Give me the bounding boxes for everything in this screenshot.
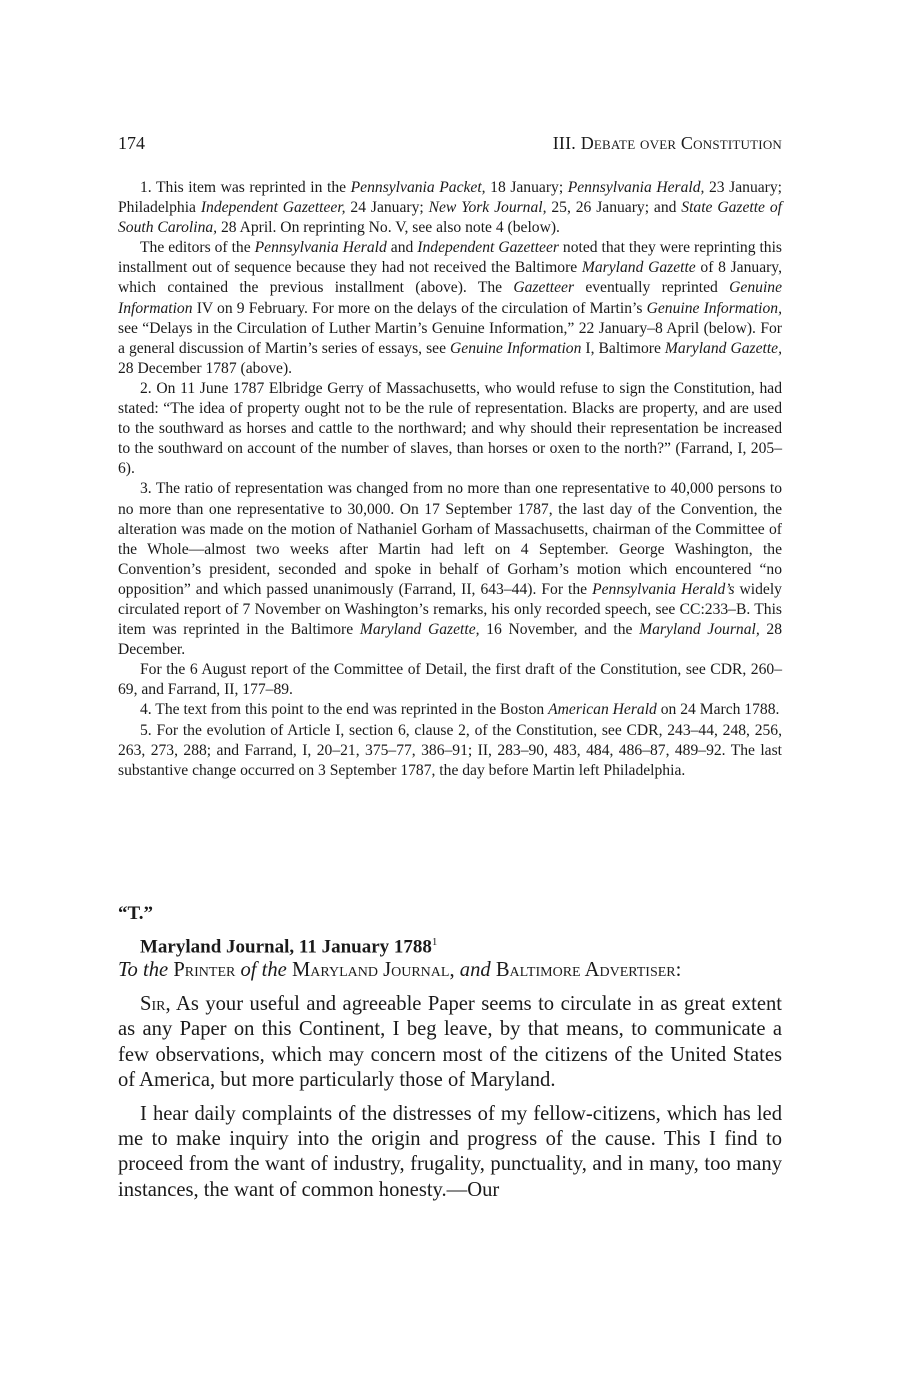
italic-text: Pennsylvania Packet, [350,179,486,196]
italic-text: New York Journal, [428,199,547,217]
text-run: IV on 9 February. For more on the delays of the circulation of Martin’s [192,299,647,317]
italic-text: Independent Gazetteer [417,239,559,257]
small-caps-text: Printer [173,959,236,981]
note-paragraph [118,479,782,660]
italic-text: Independent Gazetteer, [200,199,346,217]
text-run: : [675,959,682,981]
text-run: and [386,239,418,257]
italic-text: Genuine Information, [646,299,782,317]
document-heading [118,902,782,959]
document-title [118,930,782,959]
italic-text: Genuine Information [450,339,582,357]
italic-text: and [459,959,491,981]
text-run: 3. The ratio of representation was changed from no more than one representative to 40,000 persons to no more than one representative to 30,000. On 17 September 1787, the last day of the Convention, the alteration was made on the motion of Nathaniel Gorham of Massachusetts, chairman of the Committee of the Whole—almost two weeks after Martin had left on 4 September. George Washington, the Convention’s president, seconded and spoke in behalf of Gorham’s motion which encountered “no opposition” and which passed unanimously (Farrand, II, 643–44). For the [118,480,782,598]
text-run: For the 6 August report of the Committee of Detail, the first draft of the Constitution, see CDR, 260–69, and Farrand, II, 177–89. [118,661,782,699]
note-paragraph [118,660,782,700]
body-paragraph [118,958,782,983]
document-title-text: Maryland Journal, 11 January 1788 [140,936,432,958]
note-paragraph [118,238,782,379]
note-paragraph [118,700,782,720]
italic-text: To the [118,959,169,981]
small-caps-text: Baltimore Advertiser [495,959,676,981]
text-run: eventually reprinted [574,279,730,297]
body-paragraph [118,992,782,1093]
text-run: 28 December. [118,621,782,659]
small-caps-text: Maryland Journal, [291,959,455,981]
section-roman: III. [552,133,576,153]
italic-text: Pennsylvania Herald [254,239,387,257]
page-number: 174 [118,133,145,153]
italic-text: State Gazette of South Carolina, [118,199,782,237]
italic-text: Maryland Gazette, [664,339,782,357]
italic-text: American Herald [548,701,657,719]
note-paragraph [118,178,782,238]
text-run: I, Baltimore [581,339,665,357]
text-run: 24 January; [345,199,429,217]
editorial-notes [118,178,782,781]
italic-text: Pennsylvania Herald’s [592,580,735,598]
italic-text: Pennsylvania Herald, [567,179,705,196]
italic-text: Maryland Journal, [639,621,760,639]
text-run: 18 January; [485,179,568,196]
text-run: 28 April. On reprinting No. V, see also note 4 (below). [217,219,560,237]
text-run: noted that they were reprinting this installment out of sequence because they had not received the Baltimore [118,239,782,277]
text-run: , As your useful and agreeable Paper seems to circulate in as great extent as any Paper on this Continent, I beg leave, by that means, to communicate a few observations, which may concern most of the citizens of the United States of America, but more particularly those of Maryland. [118,993,782,1091]
text-run: 16 November, and the [479,621,640,639]
text-run: 28 December 1787 (above). [118,359,293,377]
text-run: 4. The text from this point to the end was reprinted in the Boston [140,701,549,719]
text-run: 5. For the evolution of Article I, section 6, clause 2, of the Constitution, see CDR, 243–44, 248, 256, 263, 273, 288; and Farrand, I, 20–21, 375–77, 386–91; II, 283–90, 483, 484, 486–87, 489–92. The last substantive change occurred on 3 September 1787, the day before Martin left Philadelphia. [118,721,782,779]
section-words: Debate over Constitution [580,133,782,153]
section-title [553,130,782,156]
body-paragraph [118,1102,782,1203]
italic-text: of the [240,959,287,981]
text-run: on 24 March 1788. [656,701,780,719]
italic-text: Maryland Gazette [581,259,696,277]
italic-text: Maryland Gazette, [359,621,480,639]
note-paragraph [118,721,782,781]
text-run: 25, 26 January; and [546,199,682,217]
document-body [118,958,782,1203]
text-run: 1. This item was reprinted in the [140,179,351,196]
text-run: The editors of the [140,239,255,257]
document-author: “T.” [118,903,154,924]
running-head [118,130,782,156]
text-run: 2. On 11 June 1787 Elbridge Gerry of Massachusetts, who would refuse to sign the Constitution, had stated: “The idea of property ought not to be the rule of representation. Blacks are property, and are used to the southward as horses and cattle to the northward; and why should their representation be increased to the southward on account of the number of slaves, than horses or oxen to the north?” (Farrand, I, 205–6). [118,379,782,478]
italic-text: Genuine Information [118,279,782,317]
text-run: widely circulated report of 7 November on Washington’s remarks, his only recorded speech, see CC:233–B. This item was reprinted in the Baltimore [118,580,782,639]
title-note-marker: 1 [431,936,438,948]
text-run: 23 January; Philadelphia [118,179,782,217]
small-caps-text: Sir [140,993,166,1016]
italic-text: Gazetteer [513,279,575,297]
text-run: of 8 January, which contained the previous installment (above). The [118,259,782,297]
text-run: see “Delays in the Circulation of Luther Martin’s Genuine Information,” 22 January–8 April (below). For a general discussion of Martin’s series of essays, see [118,319,782,357]
note-paragraph [118,379,782,479]
text-run: I hear daily complaints of the distresses of my fellow-citizens, which has led me to make inquiry into the origin and progress of the cause. This I find to proceed from the want of industry, frugality, punctuality, and in many, too many instances, the want of common honesty.—Our [118,1103,782,1201]
